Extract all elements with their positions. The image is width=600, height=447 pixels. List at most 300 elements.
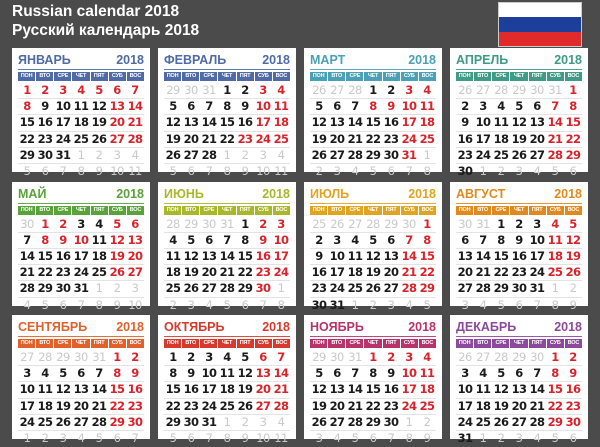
day-cell[interactable]: 8 bbox=[405, 431, 413, 446]
day-cell[interactable]: 27 bbox=[72, 415, 90, 431]
day-cell[interactable]: 14 bbox=[272, 366, 290, 382]
day-cell[interactable]: 14 bbox=[474, 249, 492, 265]
day-cell[interactable]: 5 bbox=[364, 233, 382, 249]
day-cell[interactable]: 10 bbox=[528, 233, 546, 249]
day-cell[interactable]: 27 bbox=[18, 350, 36, 366]
day-cell[interactable]: 4 bbox=[546, 217, 564, 233]
day-cell[interactable]: 5 bbox=[164, 99, 182, 115]
day-cell[interactable]: 19 bbox=[90, 115, 108, 131]
day-cell[interactable]: 22 bbox=[36, 265, 54, 281]
day-cell[interactable]: 6 bbox=[187, 164, 195, 179]
day-cell[interactable]: 12 bbox=[90, 99, 108, 115]
day-cell[interactable]: 16 bbox=[236, 115, 254, 131]
day-cell[interactable]: 9 bbox=[236, 99, 254, 115]
day-cell[interactable]: 24 bbox=[18, 415, 36, 431]
day-cell[interactable]: 5 bbox=[369, 164, 377, 179]
day-cell[interactable]: 11 bbox=[474, 382, 492, 398]
day-cell[interactable]: 3 bbox=[200, 350, 218, 366]
day-cell[interactable]: 28 bbox=[400, 281, 418, 297]
day-cell[interactable]: 31 bbox=[90, 350, 108, 366]
day-cell[interactable]: 28 bbox=[528, 415, 546, 431]
day-cell[interactable]: 2 bbox=[41, 431, 49, 446]
day-cell[interactable]: 21 bbox=[218, 265, 236, 281]
day-cell[interactable]: 31 bbox=[200, 83, 218, 99]
day-cell[interactable]: 13 bbox=[382, 249, 400, 265]
day-cell[interactable]: 10 bbox=[400, 99, 418, 115]
day-cell[interactable]: 3 bbox=[187, 297, 195, 312]
day-cell[interactable]: 8 bbox=[77, 164, 85, 179]
day-cell[interactable]: 2 bbox=[236, 83, 254, 99]
day-cell[interactable]: 4 bbox=[205, 297, 213, 312]
day-cell[interactable]: 28 bbox=[18, 281, 36, 297]
day-cell[interactable]: 22 bbox=[546, 399, 564, 415]
day-cell[interactable]: 20 bbox=[456, 265, 474, 281]
day-cell[interactable]: 26 bbox=[310, 415, 328, 431]
day-cell[interactable]: 7 bbox=[200, 99, 218, 115]
day-cell[interactable]: 2 bbox=[54, 217, 72, 233]
day-cell[interactable]: 4 bbox=[23, 297, 31, 312]
day-cell[interactable]: 18 bbox=[474, 399, 492, 415]
day-cell[interactable]: 10 bbox=[272, 233, 290, 249]
day-cell[interactable]: 3 bbox=[254, 415, 272, 431]
day-cell[interactable]: 1 bbox=[108, 350, 126, 366]
day-cell[interactable]: 7 bbox=[205, 164, 213, 179]
day-cell[interactable]: 7 bbox=[528, 366, 546, 382]
day-cell[interactable]: 3 bbox=[328, 233, 346, 249]
day-cell[interactable]: 21 bbox=[474, 265, 492, 281]
day-cell[interactable]: 26 bbox=[364, 281, 382, 297]
day-cell[interactable]: 20 bbox=[200, 265, 218, 281]
day-cell[interactable]: 7 bbox=[400, 233, 418, 249]
day-cell[interactable]: 14 bbox=[126, 99, 144, 115]
day-cell[interactable]: 22 bbox=[564, 132, 582, 148]
day-cell[interactable]: 26 bbox=[54, 415, 72, 431]
day-cell[interactable]: 7 bbox=[77, 297, 85, 312]
day-cell[interactable]: 25 bbox=[474, 415, 492, 431]
day-cell[interactable]: 15 bbox=[18, 115, 36, 131]
day-cell[interactable]: 25 bbox=[492, 148, 510, 164]
day-cell[interactable]: 14 bbox=[528, 382, 546, 398]
day-cell[interactable]: 30 bbox=[200, 217, 218, 233]
day-cell[interactable]: 6 bbox=[369, 431, 377, 446]
day-cell[interactable]: 25 bbox=[90, 265, 108, 281]
day-cell[interactable]: 25 bbox=[346, 281, 364, 297]
day-cell[interactable]: 8 bbox=[492, 233, 510, 249]
day-cell[interactable]: 5 bbox=[510, 99, 528, 115]
day-cell[interactable]: 14 bbox=[200, 115, 218, 131]
day-cell[interactable]: 13 bbox=[456, 249, 474, 265]
day-cell[interactable]: 5 bbox=[95, 431, 103, 446]
day-cell[interactable]: 2 bbox=[369, 297, 377, 312]
day-cell[interactable]: 12 bbox=[564, 233, 582, 249]
day-cell[interactable]: 23 bbox=[382, 132, 400, 148]
day-cell[interactable]: 26 bbox=[310, 148, 328, 164]
day-cell[interactable]: 9 bbox=[254, 233, 272, 249]
day-cell[interactable]: 19 bbox=[492, 399, 510, 415]
day-cell[interactable]: 7 bbox=[474, 233, 492, 249]
day-cell[interactable]: 4 bbox=[418, 83, 436, 99]
day-cell[interactable]: 15 bbox=[108, 382, 126, 398]
day-cell[interactable]: 2 bbox=[315, 164, 323, 179]
day-cell[interactable]: 30 bbox=[456, 217, 474, 233]
day-cell[interactable]: 26 bbox=[90, 132, 108, 148]
day-cell[interactable]: 27 bbox=[200, 281, 218, 297]
day-cell[interactable]: 15 bbox=[218, 115, 236, 131]
day-cell[interactable]: 1 bbox=[492, 217, 510, 233]
day-cell[interactable]: 12 bbox=[510, 115, 528, 131]
day-cell[interactable]: 10 bbox=[256, 164, 270, 179]
day-cell[interactable]: 7 bbox=[205, 431, 213, 446]
day-cell[interactable]: 17 bbox=[72, 249, 90, 265]
day-cell[interactable]: 8 bbox=[164, 366, 182, 382]
day-cell[interactable]: 14 bbox=[346, 382, 364, 398]
day-cell[interactable]: 11 bbox=[492, 115, 510, 131]
day-cell[interactable]: 22 bbox=[108, 399, 126, 415]
day-cell[interactable]: 1 bbox=[479, 164, 487, 179]
day-cell[interactable]: 16 bbox=[564, 382, 582, 398]
day-cell[interactable]: 5 bbox=[551, 164, 559, 179]
day-cell[interactable]: 28 bbox=[492, 83, 510, 99]
day-cell[interactable]: 20 bbox=[254, 382, 272, 398]
day-cell[interactable]: 19 bbox=[510, 132, 528, 148]
day-cell[interactable]: 20 bbox=[528, 132, 546, 148]
day-cell[interactable]: 4 bbox=[126, 148, 144, 164]
day-cell[interactable]: 1 bbox=[546, 281, 564, 297]
day-cell[interactable]: 4 bbox=[474, 366, 492, 382]
day-cell[interactable]: 5 bbox=[492, 366, 510, 382]
day-cell[interactable]: 3 bbox=[400, 83, 418, 99]
day-cell[interactable]: 4 bbox=[164, 233, 182, 249]
day-cell[interactable]: 10 bbox=[328, 249, 346, 265]
day-cell[interactable]: 1 bbox=[272, 281, 290, 297]
day-cell[interactable]: 6 bbox=[387, 164, 395, 179]
day-cell[interactable]: 25 bbox=[272, 132, 290, 148]
day-cell[interactable]: 4 bbox=[346, 233, 364, 249]
day-cell[interactable]: 28 bbox=[364, 217, 382, 233]
day-cell[interactable]: 22 bbox=[492, 265, 510, 281]
day-cell[interactable]: 18 bbox=[72, 115, 90, 131]
day-cell[interactable]: 6 bbox=[515, 297, 523, 312]
day-cell[interactable]: 5 bbox=[310, 99, 328, 115]
day-cell[interactable]: 27 bbox=[328, 83, 346, 99]
day-cell[interactable]: 1 bbox=[479, 431, 487, 446]
day-cell[interactable]: 18 bbox=[36, 399, 54, 415]
day-cell[interactable]: 14 bbox=[546, 115, 564, 131]
day-cell[interactable]: 2 bbox=[182, 350, 200, 366]
day-cell[interactable]: 10 bbox=[400, 366, 418, 382]
day-cell[interactable]: 2 bbox=[90, 148, 108, 164]
day-cell[interactable]: 4 bbox=[90, 217, 108, 233]
day-cell[interactable]: 16 bbox=[54, 249, 72, 265]
day-cell[interactable]: 5 bbox=[54, 366, 72, 382]
day-cell[interactable]: 29 bbox=[510, 83, 528, 99]
day-cell[interactable]: 7 bbox=[387, 431, 395, 446]
day-cell[interactable]: 30 bbox=[400, 217, 418, 233]
day-cell[interactable]: 4 bbox=[533, 431, 541, 446]
day-cell[interactable]: 30 bbox=[510, 281, 528, 297]
day-cell[interactable]: 5 bbox=[310, 366, 328, 382]
day-cell[interactable]: 5 bbox=[223, 297, 231, 312]
day-cell[interactable]: 24 bbox=[254, 132, 272, 148]
day-cell[interactable]: 7 bbox=[346, 99, 364, 115]
day-cell[interactable]: 25 bbox=[418, 399, 436, 415]
day-cell[interactable]: 28 bbox=[90, 415, 108, 431]
day-cell[interactable]: 9 bbox=[423, 431, 431, 446]
day-cell[interactable]: 8 bbox=[223, 164, 231, 179]
day-cell[interactable]: 20 bbox=[382, 265, 400, 281]
day-cell[interactable]: 30 bbox=[182, 83, 200, 99]
day-cell[interactable]: 7 bbox=[90, 366, 108, 382]
day-cell[interactable]: 6 bbox=[187, 431, 195, 446]
day-cell[interactable]: 31 bbox=[400, 148, 418, 164]
day-cell[interactable]: 20 bbox=[126, 249, 144, 265]
day-cell[interactable]: 31 bbox=[218, 217, 236, 233]
day-cell[interactable]: 26 bbox=[456, 83, 474, 99]
day-cell[interactable]: 30 bbox=[18, 217, 36, 233]
day-cell[interactable]: 3 bbox=[474, 99, 492, 115]
day-cell[interactable]: 27 bbox=[474, 350, 492, 366]
day-cell[interactable]: 8 bbox=[236, 233, 254, 249]
day-cell[interactable]: 7 bbox=[533, 297, 541, 312]
day-cell[interactable]: 4 bbox=[351, 164, 359, 179]
day-cell[interactable]: 3 bbox=[315, 431, 323, 446]
day-cell[interactable]: 9 bbox=[456, 115, 474, 131]
day-cell[interactable]: 2 bbox=[497, 431, 505, 446]
day-cell[interactable]: 15 bbox=[36, 249, 54, 265]
day-cell[interactable]: 15 bbox=[236, 249, 254, 265]
day-cell[interactable]: 4 bbox=[405, 297, 413, 312]
day-cell[interactable]: 11 bbox=[90, 233, 108, 249]
day-cell[interactable]: 25 bbox=[546, 265, 564, 281]
day-cell[interactable]: 16 bbox=[510, 249, 528, 265]
day-cell[interactable]: 28 bbox=[346, 415, 364, 431]
day-cell[interactable]: 2 bbox=[169, 297, 177, 312]
day-cell[interactable]: 29 bbox=[36, 281, 54, 297]
day-cell[interactable]: 2 bbox=[497, 164, 505, 179]
day-cell[interactable]: 11 bbox=[346, 249, 364, 265]
day-cell[interactable]: 27 bbox=[382, 281, 400, 297]
day-cell[interactable]: 6 bbox=[113, 431, 121, 446]
day-cell[interactable]: 10 bbox=[254, 99, 272, 115]
day-cell[interactable]: 8 bbox=[218, 99, 236, 115]
day-cell[interactable]: 14 bbox=[400, 249, 418, 265]
day-cell[interactable]: 6 bbox=[182, 99, 200, 115]
day-cell[interactable]: 17 bbox=[456, 399, 474, 415]
day-cell[interactable]: 2 bbox=[36, 83, 54, 99]
day-cell[interactable]: 25 bbox=[72, 132, 90, 148]
day-cell[interactable]: 23 bbox=[54, 265, 72, 281]
day-cell[interactable]: 3 bbox=[528, 217, 546, 233]
day-cell[interactable]: 10 bbox=[72, 233, 90, 249]
day-cell[interactable]: 3 bbox=[333, 164, 341, 179]
day-cell[interactable]: 9 bbox=[182, 366, 200, 382]
day-cell[interactable]: 5 bbox=[23, 164, 31, 179]
day-cell[interactable]: 4 bbox=[218, 350, 236, 366]
day-cell[interactable]: 3 bbox=[72, 217, 90, 233]
day-cell[interactable]: 13 bbox=[528, 115, 546, 131]
day-cell[interactable]: 14 bbox=[346, 115, 364, 131]
day-cell[interactable]: 7 bbox=[126, 83, 144, 99]
day-cell[interactable]: 24 bbox=[200, 399, 218, 415]
day-cell[interactable]: 5 bbox=[351, 431, 359, 446]
day-cell[interactable]: 31 bbox=[200, 415, 218, 431]
day-cell[interactable]: 23 bbox=[182, 399, 200, 415]
day-cell[interactable]: 7 bbox=[546, 99, 564, 115]
day-cell[interactable]: 21 bbox=[546, 132, 564, 148]
day-cell[interactable]: 20 bbox=[182, 132, 200, 148]
day-cell[interactable]: 6 bbox=[382, 233, 400, 249]
day-cell[interactable]: 29 bbox=[364, 415, 382, 431]
day-cell[interactable]: 27 bbox=[182, 148, 200, 164]
day-cell[interactable]: 17 bbox=[474, 132, 492, 148]
day-cell[interactable]: 5 bbox=[497, 297, 505, 312]
day-cell[interactable]: 1 bbox=[36, 217, 54, 233]
day-cell[interactable]: 3 bbox=[54, 83, 72, 99]
day-cell[interactable]: 3 bbox=[456, 366, 474, 382]
day-cell[interactable]: 23 bbox=[382, 399, 400, 415]
day-cell[interactable]: 31 bbox=[457, 431, 473, 446]
day-cell[interactable]: 25 bbox=[218, 399, 236, 415]
day-cell[interactable]: 27 bbox=[510, 415, 528, 431]
day-cell[interactable]: 11 bbox=[274, 164, 288, 179]
day-cell[interactable]: 12 bbox=[310, 115, 328, 131]
day-cell[interactable]: 8 bbox=[223, 431, 231, 446]
day-cell[interactable]: 27 bbox=[254, 399, 272, 415]
day-cell[interactable]: 5 bbox=[169, 164, 177, 179]
day-cell[interactable]: 4 bbox=[533, 164, 541, 179]
day-cell[interactable]: 29 bbox=[564, 148, 582, 164]
day-cell[interactable]: 27 bbox=[328, 148, 346, 164]
day-cell[interactable]: 24 bbox=[72, 265, 90, 281]
day-cell[interactable]: 3 bbox=[515, 164, 523, 179]
day-cell[interactable]: 5 bbox=[423, 297, 431, 312]
day-cell[interactable]: 16 bbox=[126, 382, 144, 398]
day-cell[interactable]: 30 bbox=[457, 164, 473, 179]
day-cell[interactable]: 24 bbox=[328, 281, 346, 297]
day-cell[interactable]: 21 bbox=[90, 399, 108, 415]
day-cell[interactable]: 21 bbox=[272, 382, 290, 398]
day-cell[interactable]: 4 bbox=[479, 297, 487, 312]
day-cell[interactable]: 26 bbox=[564, 265, 582, 281]
day-cell[interactable]: 12 bbox=[164, 115, 182, 131]
day-cell[interactable]: 5 bbox=[108, 217, 126, 233]
day-cell[interactable]: 8 bbox=[564, 99, 582, 115]
day-cell[interactable]: 13 bbox=[126, 233, 144, 249]
day-cell[interactable]: 17 bbox=[254, 115, 272, 131]
day-cell[interactable]: 29 bbox=[54, 350, 72, 366]
day-cell[interactable]: 26 bbox=[182, 281, 200, 297]
day-cell[interactable]: 16 bbox=[36, 115, 54, 131]
day-cell[interactable]: 6 bbox=[41, 164, 49, 179]
day-cell[interactable]: 6 bbox=[569, 164, 577, 179]
day-cell[interactable]: 1 bbox=[236, 217, 254, 233]
day-cell[interactable]: 1 bbox=[164, 350, 182, 366]
day-cell[interactable]: 26 bbox=[164, 148, 182, 164]
day-cell[interactable]: 9 bbox=[95, 164, 103, 179]
day-cell[interactable]: 25 bbox=[310, 217, 328, 233]
day-cell[interactable]: 25 bbox=[36, 415, 54, 431]
day-cell[interactable]: 1 bbox=[23, 431, 31, 446]
day-cell[interactable]: 25 bbox=[164, 281, 182, 297]
day-cell[interactable]: 28 bbox=[346, 83, 364, 99]
day-cell[interactable]: 5 bbox=[41, 297, 49, 312]
day-cell[interactable]: 11 bbox=[418, 366, 436, 382]
day-cell[interactable]: 12 bbox=[310, 382, 328, 398]
day-cell[interactable]: 2 bbox=[126, 350, 144, 366]
day-cell[interactable]: 22 bbox=[364, 132, 382, 148]
day-cell[interactable]: 28 bbox=[200, 148, 218, 164]
day-cell[interactable]: 3 bbox=[272, 217, 290, 233]
day-cell[interactable]: 8 bbox=[18, 99, 36, 115]
day-cell[interactable]: 24 bbox=[400, 132, 418, 148]
day-cell[interactable]: 30 bbox=[311, 297, 327, 312]
day-cell[interactable]: 20 bbox=[328, 399, 346, 415]
day-cell[interactable]: 18 bbox=[164, 265, 182, 281]
day-cell[interactable]: 13 bbox=[108, 99, 126, 115]
day-cell[interactable]: 23 bbox=[126, 399, 144, 415]
day-cell[interactable]: 11 bbox=[128, 164, 142, 179]
day-cell[interactable]: 3 bbox=[108, 148, 126, 164]
day-cell[interactable]: 18 bbox=[546, 249, 564, 265]
day-cell[interactable]: 3 bbox=[126, 281, 144, 297]
day-cell[interactable]: 30 bbox=[382, 148, 400, 164]
day-cell[interactable]: 9 bbox=[54, 233, 72, 249]
day-cell[interactable]: 1 bbox=[364, 83, 382, 99]
day-cell[interactable]: 1 bbox=[18, 83, 36, 99]
day-cell[interactable]: 12 bbox=[108, 233, 126, 249]
day-cell[interactable]: 6 bbox=[510, 366, 528, 382]
day-cell[interactable]: 26 bbox=[310, 83, 328, 99]
day-cell[interactable]: 19 bbox=[164, 132, 182, 148]
day-cell[interactable]: 20 bbox=[72, 399, 90, 415]
day-cell[interactable]: 17 bbox=[272, 249, 290, 265]
day-cell[interactable]: 24 bbox=[272, 265, 290, 281]
day-cell[interactable]: 23 bbox=[310, 281, 328, 297]
day-cell[interactable]: 15 bbox=[546, 382, 564, 398]
day-cell[interactable]: 7 bbox=[346, 366, 364, 382]
day-cell[interactable]: 30 bbox=[382, 415, 400, 431]
day-cell[interactable]: 30 bbox=[36, 148, 54, 164]
day-cell[interactable]: 28 bbox=[126, 132, 144, 148]
day-cell[interactable]: 16 bbox=[382, 382, 400, 398]
day-cell[interactable]: 5 bbox=[182, 233, 200, 249]
day-cell[interactable]: 27 bbox=[328, 415, 346, 431]
day-cell[interactable]: 11 bbox=[218, 366, 236, 382]
day-cell[interactable]: 9 bbox=[241, 164, 249, 179]
day-cell[interactable]: 29 bbox=[382, 217, 400, 233]
day-cell[interactable]: 19 bbox=[310, 132, 328, 148]
day-cell[interactable]: 2 bbox=[254, 217, 272, 233]
day-cell[interactable]: 11 bbox=[272, 99, 290, 115]
day-cell[interactable]: 5 bbox=[90, 83, 108, 99]
day-cell[interactable]: 8 bbox=[364, 366, 382, 382]
day-cell[interactable]: 28 bbox=[218, 281, 236, 297]
day-cell[interactable]: 27 bbox=[456, 281, 474, 297]
day-cell[interactable]: 3 bbox=[387, 297, 395, 312]
day-cell[interactable]: 8 bbox=[418, 233, 436, 249]
day-cell[interactable]: 17 bbox=[400, 382, 418, 398]
day-cell[interactable]: 13 bbox=[510, 382, 528, 398]
day-cell[interactable]: 1 bbox=[546, 350, 564, 366]
day-cell[interactable]: 29 bbox=[236, 281, 254, 297]
day-cell[interactable]: 19 bbox=[54, 399, 72, 415]
day-cell[interactable]: 29 bbox=[108, 415, 126, 431]
day-cell[interactable]: 29 bbox=[164, 415, 182, 431]
day-cell[interactable]: 9 bbox=[382, 99, 400, 115]
day-cell[interactable]: 2 bbox=[236, 415, 254, 431]
day-cell[interactable]: 18 bbox=[418, 382, 436, 398]
day-cell[interactable]: 30 bbox=[528, 83, 546, 99]
